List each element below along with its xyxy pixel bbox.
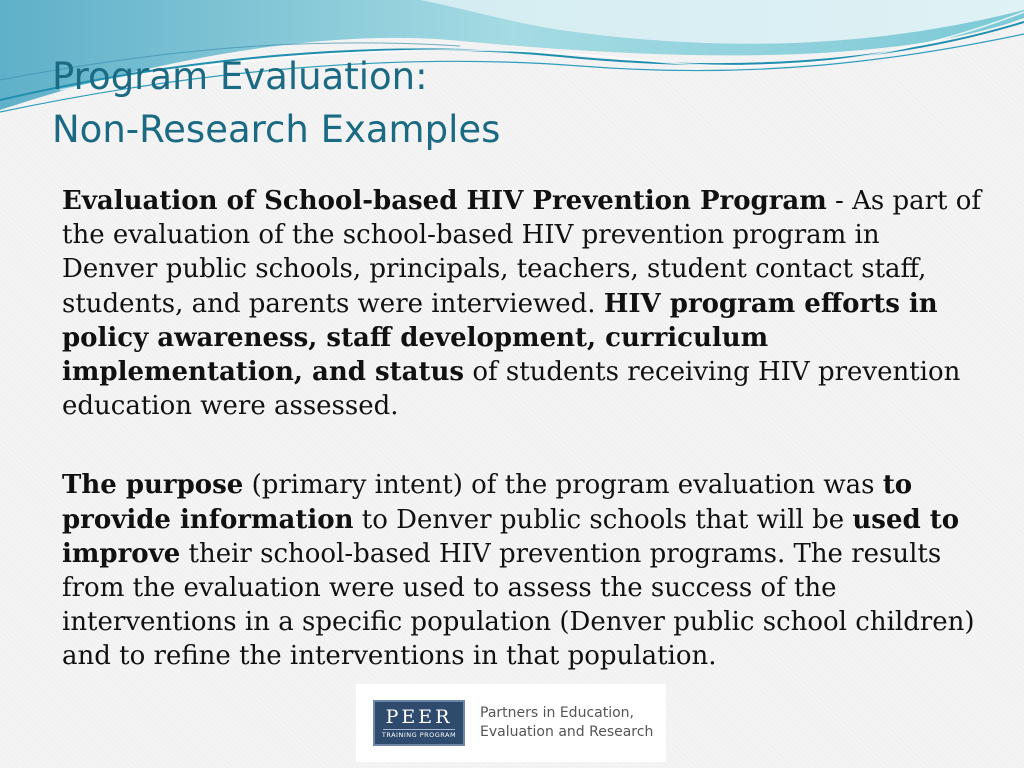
bold-text: The purpose xyxy=(62,470,244,501)
slide-title xyxy=(52,50,500,156)
body-text: - As part of the evaluation of the school-based HIV prevention program in Denver public schools, principals, teachers, student contact staff, students, and parents were interviewed. xyxy=(62,186,982,319)
bold-text: Evaluation of School-based HIV Prevention Program xyxy=(62,186,827,216)
body-text: their school-based HIV prevention programs. The results from the evaluation were used to assess the success of the interventions in a specific population (Denver public school children) and to refine the interventions in that population. xyxy=(62,538,975,672)
slide-title-line-1: Program Evaluation: xyxy=(52,55,428,98)
organization-name-line-1: Partners in Education, xyxy=(480,705,634,721)
peer-logo xyxy=(356,684,666,762)
paragraph-hiv-evaluation xyxy=(62,184,982,423)
peer-wordmark: PEER xyxy=(385,706,453,728)
peer-divider xyxy=(383,729,455,730)
bold-text: HIV program efforts in policy awareness, staff development, curriculum implementation, and status xyxy=(62,288,938,388)
bold-text: used to improve xyxy=(62,504,960,569)
bold-text: to provide information xyxy=(62,470,913,535)
peer-program-label: TRAINING PROGRAM xyxy=(381,731,457,739)
organization-name xyxy=(480,704,660,742)
body-text: of students receiving HIV prevention education were assessed. xyxy=(62,357,961,422)
slide-title-line-2: Non-Research Examples xyxy=(52,108,501,151)
peer-badge xyxy=(373,700,465,746)
body-text: (primary intent) of the program evaluation was xyxy=(243,470,883,501)
slide-body xyxy=(62,184,982,674)
paragraph-purpose xyxy=(62,468,982,673)
body-text: to Denver public schools that will be xyxy=(353,504,853,535)
organization-name-line-2: Evaluation and Research xyxy=(480,724,654,740)
